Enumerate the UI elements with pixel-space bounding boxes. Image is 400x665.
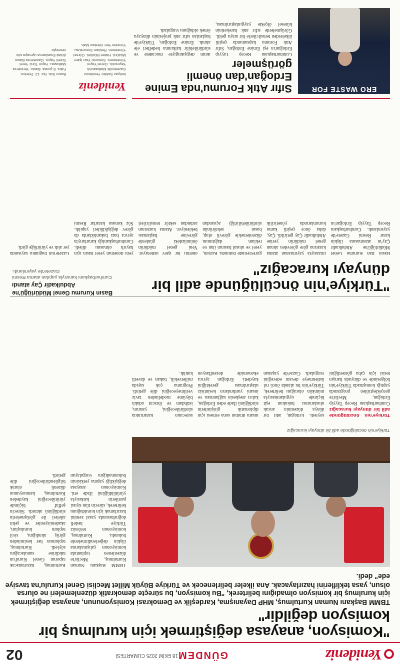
issue-date: 18 EKİM 2025 CUMARTESİ <box>115 652 178 658</box>
imprint-box <box>10 4 126 99</box>
forum-photo-banner: ERO WASTE FOR <box>311 85 377 92</box>
lead-photo <box>132 437 390 567</box>
masthead <box>0 642 400 665</box>
second-headline: "Türkiye'nin öncülüğünde adil bir dünyayı kuracağız" <box>151 261 390 294</box>
forum-person-figure <box>330 8 360 66</box>
newspaper-logo <box>326 645 394 662</box>
middle-story-body <box>132 299 390 417</box>
main-headline: "Komisyon, anayasa değiştirmek için kurulmuş bir komisyon değildir" <box>39 607 390 640</box>
podium <box>132 437 390 463</box>
forum-headline: Sıfır Atık Forumu'nda Emine Erdoğan'dan önemli görüşmeler <box>144 58 292 94</box>
logo-text: Yenideniz <box>325 646 382 662</box>
photo-caption: Türkiye'nin öncülüğünde adil bir dünyayı kuracağız <box>286 428 390 433</box>
logo-mark-icon <box>384 649 394 659</box>
middle-story-text: Cumhurbaşkanı Recep Tayyip Erdoğan, Meclis'te gerçekleştirilen programda yaptığı konuşmada Türkiye'nin bölgesinde ve dünyada barışın tesisi için çaba gösterdiğini söyledi. Erdoğan, adil bir dünya düzeninin ancak uluslararası hukukun eşit biçimde uygulanmasıyla mümkün olacağını belirterek, Türkiye'nin bu alanda öncü rol üstlenmeye devam edeceğini vurguladı. Gazze'de yaşanan insani dramın sona ermesi için diplomatik girişimlerin sürdüğünü ifade eden Erdoğan, kalıcı ateşkesin sağlanması ve insani yardımların kesintisiz ulaştırılması gerektiğini kaydetti. Erdoğan ayrıca ekonomide dezenflasyon sürecinin kararlılıkla sürdürüleceğini, yatırım, istihdam ve ihracat odaklı büyüme modelinden taviz verilmeyeceğini dile getirdi. Programa çok sayıda milletvekili, bakan ve davetli katıldı. <box>132 370 390 417</box>
main-deck: TBMM Başkanı Numan Kurtulmuş, MHP Dayanışma, Kardeşlik ve Demokrasi Komisyonunun, anayasa değiştirmek için kurulmuş bir komisyon olmadığını belirterek, "Bu komisyon, bu süreçte demokratik düzenlemeleri ne olursa olsun, yasa tekliflerini hazırlayacak. Ana ilkeler belirlenecek ve Türkiye Büyük Millet Meclisi Genel Kurulu'na tavsiye ede" dedi. <box>5 572 390 605</box>
second-story-body: Basın İlan Kurumu Genel Müdürlüğü'ne Abdulkadir Çay'ın atanmasına ilişkin karar Resmi Gazete'de yayımlandı. Cumhurbaşkanı Recep Tayyip Erdoğan'ın imzasıyla yayımlanan atama kararına göre görevden alınan genel müdürün yerine Abdulkadir Çay getirildi. Çay, daha önce çeşitli kamu kurumlarında yöneticilik görevlerinde bulundu. Kurum, yerel ve ulusal basının ilan ve reklam dağıtımını düzenlemekle görevli olup, basın sektörünün sürdürülebilirliği açısından önemli bir işlev üstleniyor. Yeni genel müdürün önümüzdeki günlerde görevine başlaması bekleniyor. Atama kararının ardından sektör temsilcileri yeni dönemin yerel basın için hayırlı olmasını diledi. Cumhurbaşkanlığı kararlarıyla ayrıca bazı bakanlıklarda da görev değişiklikleri yapıldı. Söz konusu kararlar Resmi Gazete'nin bugünkü sayısında yer aldı ve yürürlüğe girdi. <box>10 220 390 255</box>
imprint-text: İmtiyaz Sahibi: Yenideniz Gazetecilik Matbaacılık Yayıncılık. Genel Yayın Yönetmeni. Sorumlu Yazı İşleri Müdürü. Haber Müdürü. Görsel Yönetmen. Reklam Sorumlusu. Yönetim Yeri: Merkez Mah. Basın Sok. No: 12. Telefon. Faks. E-posta. Baskı: Yenideniz Matbaası. Yayın Türü: Yerel Süreli Yayın. Gazetemiz Basın Ahlak Esaslarına uymaya söz vermiştir. <box>12 43 126 76</box>
middle-story-kicker: Türkiye'nin öncülüğünde adil bir dünyayı kuracağız <box>329 406 390 417</box>
page-number: 02 <box>6 646 23 663</box>
forum-story-body: Cumhurbaşkanı Recep Tayyip Erdoğan'ın eşi Emine Erdoğan, Sıfır Atık Forumu kapsamında çeşitli ülkelerden temsilcilerle bir araya geldi. Görüşmelerde sıfır atık hareketinin küresel ölçekte yaygınlaştırılması, iklim değişikliğiyle mücadele ve sürdürülebilir kalkınma hedefleri ele alındı. Emine Erdoğan, Türkiye'de başlatılan sıfır atık projesinin dünyaya örnek olduğunu vurguladı. <box>134 21 292 56</box>
forum-story <box>132 4 390 99</box>
side-subheadline: Cumhurbaşkanı kararıyla yapılan atama Resmi Gazete'de yayımlandı. <box>12 268 112 279</box>
imprint-logo: Yenideniz <box>78 80 126 94</box>
divider <box>10 296 390 297</box>
section-label: GÜNDEM <box>177 649 228 660</box>
main-story-body: TBMM Başkanı Numan Kurtulmuş, Meclis'te düzenlenen toplantıda komisyonun çalışmalarına ilişkin değerlendirmelerde bulundu. Kurtulmuş, komisyonun terörsüz Türkiye hedefi doğrultusunda yasal zemini hazırlamak için kurulduğunu belirterek, sürecin tüm siyasi partilerin katkısıyla yürütüldüğünü ifade etti. Komisyonun anayasa değişikliği yapma yetkisinin bulunmadığını vurgulayan Kurtulmuş, hazırlanacak raporun Genel Kurul'un takdirine sunulacağını söyledi. Kurtulmuş, toplumun her kesiminden görüş alındığını, sivil toplum kuruluşları, akademisyenler ve şehit aileleri ile görüşmelerin sürdüğünü aktardı. Sürecin şeffaf biçimde yürütüleceğini kaydeden Kurtulmuş, kamuoyunun düzenli olarak bilgilendirileceğini dile getirdi. <box>10 472 126 567</box>
side-headline: Basın Kurumu Genel Müdürlüğü'ne Abdulkadir Çay atandı <box>12 281 113 295</box>
